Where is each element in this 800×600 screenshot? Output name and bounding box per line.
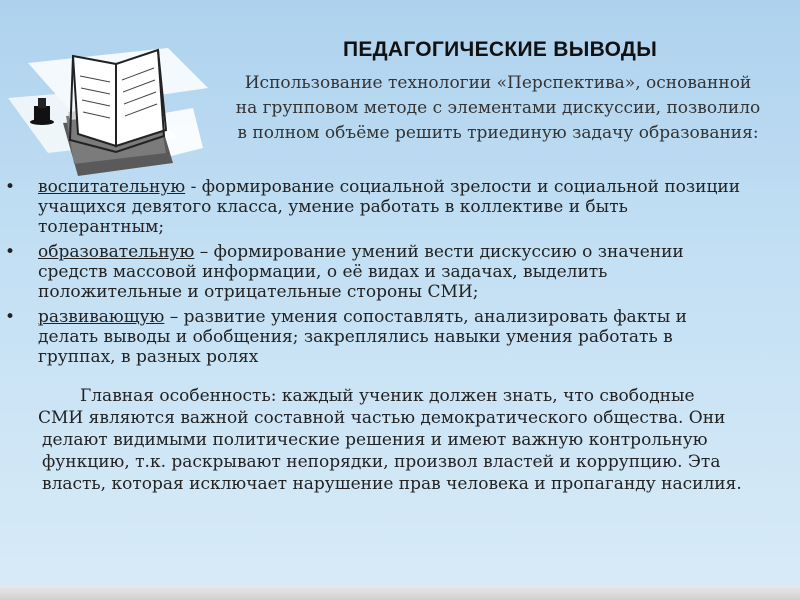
page-title: ПЕДАГОГИЧЕСКИЕ ВЫВОДЫ xyxy=(342,38,658,61)
bullet-text xyxy=(38,177,740,237)
bullet-icon: • xyxy=(5,177,16,197)
bullet-icon: • xyxy=(5,307,16,327)
intro-line: на групповом методе с элементами дискуссии, позволило xyxy=(235,98,761,118)
bullet-item-razvivayushchaya xyxy=(0,307,790,367)
closing-paragraph xyxy=(0,385,790,495)
intro-line: Использование технологии «Перспектива», основанной xyxy=(244,73,752,93)
closing-line: функцию, т.к. раскрывают непорядки, произвол властей и коррупцию. Эта xyxy=(42,452,721,472)
closing-line: СМИ являются важной составной частью демократического общества. Они xyxy=(38,408,726,428)
bottom-border xyxy=(0,586,800,600)
bullet-line: положительные и отрицательные стороны СМИ; xyxy=(38,282,479,302)
open-book-clipart-icon xyxy=(8,28,208,178)
bullet-item-vospitatelnaya xyxy=(0,177,790,237)
bullet-term: воспитательную xyxy=(38,177,186,197)
bullet-line: учащихся девятого класса, умение работать в коллективе и быть xyxy=(38,197,628,217)
bullet-text xyxy=(38,242,684,302)
bullet-list xyxy=(0,177,790,372)
intro-line: в полном объёме решить триединую задачу образования: xyxy=(237,123,759,143)
bullet-term: развивающую xyxy=(38,307,165,327)
bullet-line: группах, в разных ролях xyxy=(38,347,259,367)
bullet-line: средств массовой информации, о её видах и задачах, выделить xyxy=(38,262,608,282)
bullet-line: толерантным; xyxy=(38,217,165,237)
bullet-icon: • xyxy=(5,242,16,262)
bullet-text xyxy=(38,307,687,367)
closing-line: Главная особенность: каждый ученик должен знать, что свободные xyxy=(80,386,695,406)
intro-paragraph xyxy=(222,71,774,146)
bullet-line: – формирование умений вести дискуссию о значении xyxy=(194,242,684,262)
bullet-line: - формирование социальной зрелости и социальной позиции xyxy=(185,177,741,197)
bullet-item-obrazovatelnaya xyxy=(0,242,790,302)
bullet-line: делать выводы и обобщения; закреплялись навыки умения работать в xyxy=(38,327,673,347)
bullet-line: – развитие умения сопоставлять, анализировать факты и xyxy=(164,307,687,327)
closing-line: власть, которая исключает нарушение прав человека и пропаганду насилия. xyxy=(42,474,742,494)
closing-line: делают видимыми политические решения и имеют важную контрольную xyxy=(42,430,708,450)
bullet-term: образовательную xyxy=(38,242,195,262)
